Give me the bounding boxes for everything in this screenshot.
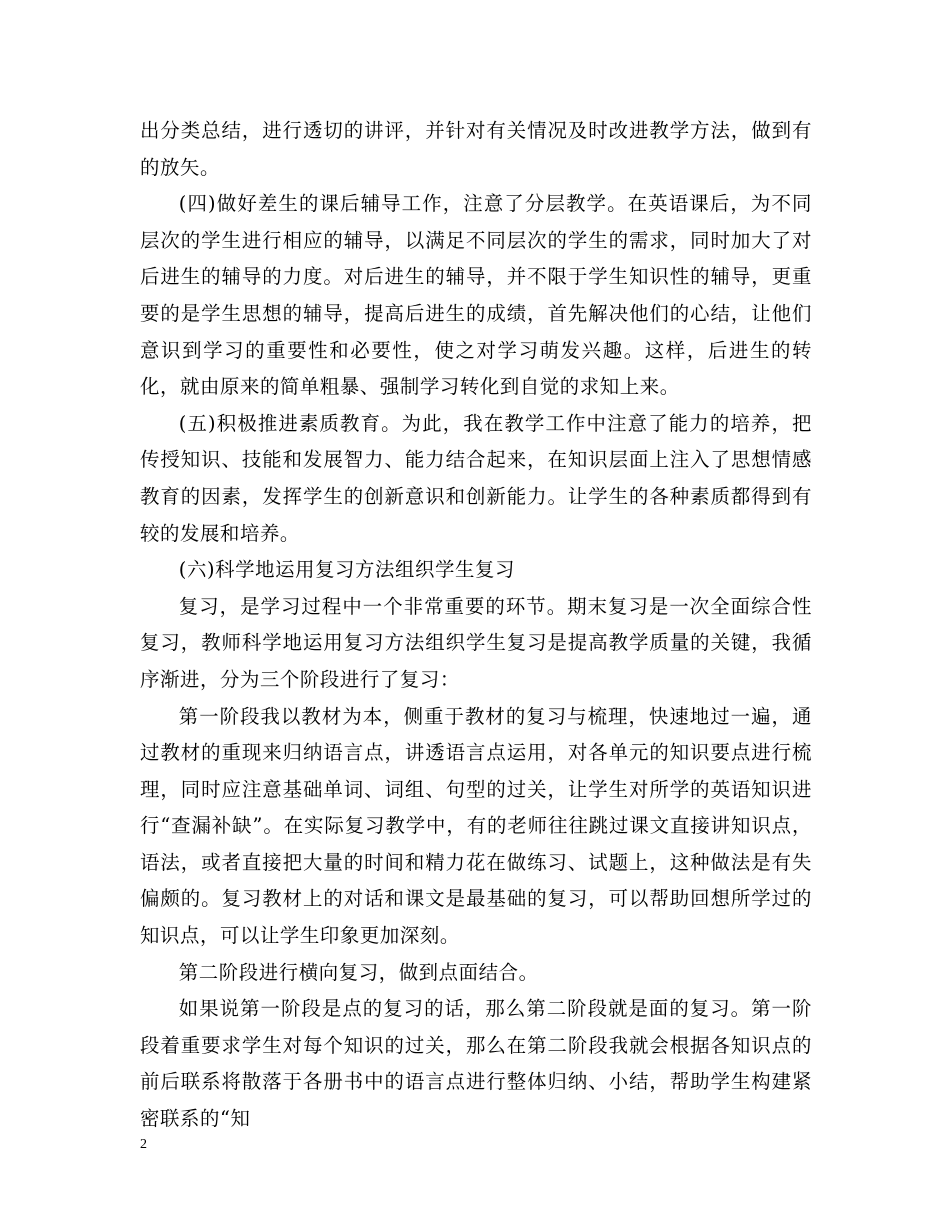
paragraph-continuation: 出分类总结，进行透切的讲评，并针对有关情况及时改进教学方法，做到有的放矢。 [140,119,812,179]
page-number: 2 [140,1137,147,1152]
section-heading-review-methods: (六)科学地运用复习方法组织学生复习 [178,558,515,582]
paragraph-review-intro: 复习，是学习过程中一个非常重要的环节。期末复习是一次全面综合性复习，教师科学地运用复习方法组织学生复习是提高教学质量的关键，我循序渐进，分为三个阶段进行了复习： [140,594,812,691]
paragraph-remedial-tutoring: (四)做好差生的课后辅导工作，注意了分层教学。在英语课后，为不同层次的学生进行相应的辅导，以满足不同层次的学生的需求，同时加大了对后进生的辅导的力度。对后进生的辅导，并不限于学生知识性的辅导，更重要的是学生思想的辅导，提高后进生的成绩，首先解决他们的心结，让他们意识到学习的重要性和必要性，使之对学习萌发兴趣。这样，后进生的转化，就由原来的简单粗暴、强制学习转化到自觉的求知上来。 [140,192,812,399]
body-text [140,113,812,1138]
paragraph-stage-two: 如果说第一阶段是点的复习的话，那么第二阶段就是面的复习。第一阶段着重要求学生对每个知识的过关，那么在第二阶段我就会根据各知识点的前后联系将散落于各册书中的语言点进行整体归纳、小结，帮助学生构建紧密联系的“知 [140,997,812,1131]
paragraph-stage-two-heading: 第二阶段进行横向复习，做到点面结合。 [178,960,539,984]
paragraph-stage-one: 第一阶段我以教材为本，侧重于教材的复习与梳理，快速地过一遍，通过教材的重现来归纳语言点，讲透语言点运用，对各单元的知识要点进行梳理，同时应注意基础单词、词组、句型的过关，让学生对所学的英语知识进行“查漏补缺”。在实际复习教学中，有的老师往往跳过课文直接讲知识点，语法，或者直接把大量的时间和精力花在做练习、试题上，这种做法是有失偏颇的。复习教材上的对话和课文是最基础的复习，可以帮助回想所学过的知识点，可以让学生印象更加深刻。 [140,704,812,948]
paragraph-quality-education: (五)积极推进素质教育。为此，我在教学工作中注意了能力的培养，把传授知识、技能和发展智力、能力结合起来，在知识层面上注入了思想情感教育的因素，发挥学生的创新意识和创新能力。让学生的各种素质都得到有较的发展和培养。 [140,411,812,545]
